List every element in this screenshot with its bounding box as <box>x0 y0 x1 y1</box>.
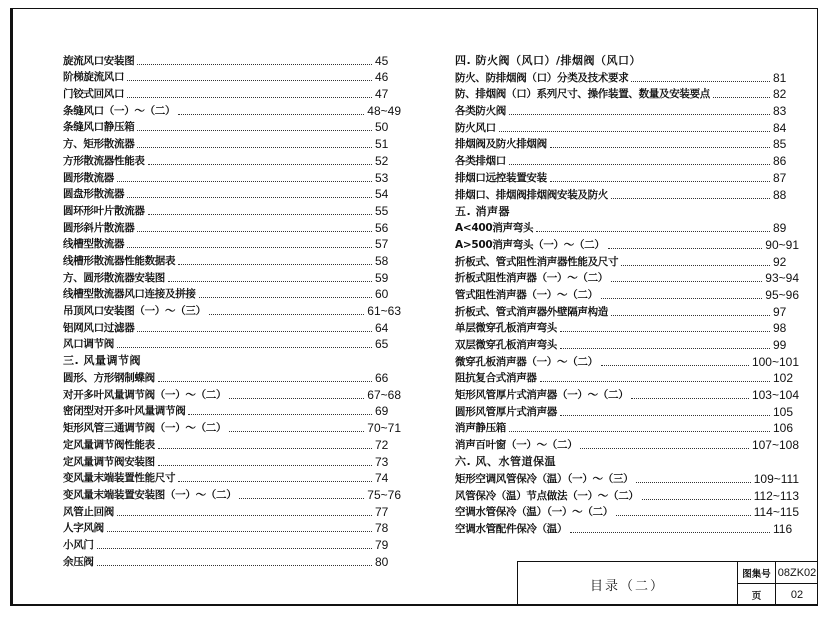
toc-entry-page: 72 <box>375 437 389 452</box>
page-number-value: 02 <box>790 589 804 601</box>
toc-entry-title: 线槽形散流器性能数据表 <box>63 254 176 267</box>
toc-entry-page: 45 <box>375 53 389 68</box>
dot-leader <box>239 497 364 499</box>
toc-entry[interactable] <box>455 369 799 386</box>
toc-entry[interactable] <box>455 101 799 118</box>
toc-entry-title: 阻抗复合式消声器 <box>455 372 537 385</box>
toc-entry[interactable] <box>63 402 401 419</box>
toc-entry-page: 95~96 <box>765 287 799 302</box>
toc-entry-page: 50 <box>375 120 389 135</box>
toc-entry[interactable] <box>63 552 401 569</box>
dot-leader <box>601 297 762 299</box>
toc-entry[interactable] <box>63 535 401 552</box>
toc-entry-page: 89 <box>773 221 787 236</box>
toc-entry-title: 定风量调节阀安装图 <box>63 455 155 468</box>
dot-leader <box>127 79 372 81</box>
toc-entry-title: 圆形散流器 <box>63 171 114 184</box>
toc-entry-page: 102 <box>773 371 794 386</box>
dot-leader <box>601 364 749 366</box>
dot-leader <box>540 380 770 382</box>
toc-entry-page: 73 <box>375 454 389 469</box>
toc-entry-page: 90~91 <box>765 237 799 252</box>
toc-entry[interactable] <box>63 235 401 252</box>
title-block-grid <box>738 562 818 606</box>
toc-entry-title: 单层微穿孔板消声弯头 <box>455 322 557 335</box>
dot-leader <box>229 397 364 399</box>
toc-entry[interactable] <box>455 151 799 168</box>
dot-leader <box>117 346 372 348</box>
dot-leader <box>117 514 372 516</box>
toc-entry[interactable] <box>455 68 799 85</box>
toc-entry[interactable] <box>63 84 401 101</box>
toc-entry[interactable] <box>455 269 799 286</box>
dot-leader <box>137 230 372 232</box>
toc-entry[interactable] <box>455 352 799 369</box>
dot-leader <box>188 413 372 415</box>
dot-leader <box>611 314 770 316</box>
toc-entry-title: 门铰式回风口 <box>63 88 125 101</box>
dot-leader <box>148 213 372 215</box>
toc-entry-title: 排烟口远控装置安装 <box>455 171 547 184</box>
section-heading: 三. 风量调节阀 <box>63 354 142 368</box>
toc-entry-page: 114~115 <box>753 505 799 520</box>
toc-entry-page: 69 <box>375 404 389 419</box>
dot-leader <box>178 113 364 115</box>
toc-entry-page: 52 <box>375 153 389 168</box>
toc-entry[interactable] <box>63 385 401 402</box>
toc-entry-page: 66 <box>375 371 389 386</box>
toc-entry[interactable] <box>63 418 401 435</box>
dot-leader <box>148 163 372 165</box>
toc-entry-page: 58 <box>375 253 389 268</box>
toc-entry-title: 双层微穿孔板消声弯头 <box>455 339 557 351</box>
dot-leader <box>713 96 770 98</box>
toc-entry-page: 65 <box>375 337 389 352</box>
dot-leader <box>127 246 372 248</box>
toc-entry-title: 折板式、管式消声器外壁隔声构造 <box>455 305 608 318</box>
toc-entry[interactable] <box>63 519 401 536</box>
toc-entry[interactable] <box>455 219 799 236</box>
dot-leader <box>580 447 749 449</box>
toc-left-column <box>63 51 401 569</box>
toc-entry-title: 方形散流器性能表 <box>63 154 145 167</box>
dot-leader <box>158 464 372 466</box>
toc-entry-title: 风口调节阀 <box>63 338 114 351</box>
dot-leader <box>509 163 770 165</box>
toc-entry[interactable] <box>455 335 799 352</box>
toc-entry-title: 密闭型对开多叶风量调节阀 <box>63 405 186 418</box>
toc-entry-page: 86 <box>773 154 787 169</box>
toc-entry-title: 圆形斜片散流器 <box>63 221 135 234</box>
toc-entry-title: 圆形风管厚片式消声器 <box>455 405 557 418</box>
toc-entry-title: 风管保冷（温）节点做法（一）～（二） <box>455 489 639 502</box>
dot-leader <box>97 564 372 566</box>
title-block <box>517 561 818 606</box>
toc-entry-page: 85 <box>773 137 787 152</box>
toc-entry-page: 70~71 <box>367 421 401 436</box>
dot-leader <box>137 129 372 131</box>
toc-entry-page: 54 <box>375 187 389 202</box>
toc-entry-page: 77 <box>375 504 389 519</box>
toc-entry[interactable] <box>455 385 799 402</box>
dot-leader <box>560 330 770 332</box>
toc-entry-title: A<400消声弯头 <box>455 222 534 235</box>
toc-entry[interactable] <box>63 435 401 452</box>
toc-entry-page: 64 <box>375 320 389 335</box>
dot-leader <box>560 414 770 416</box>
toc-entry-title: 铝网风口过滤器 <box>63 321 135 334</box>
toc-entry[interactable] <box>63 485 401 502</box>
dot-leader <box>199 296 372 298</box>
toc-entry-title: 变风量末端装置性能尺寸 <box>63 472 176 485</box>
toc-entry[interactable] <box>63 51 401 68</box>
dot-leader <box>621 264 770 266</box>
toc-entry-page: 92 <box>773 254 787 269</box>
toc-entry-title: 余压阀 <box>63 555 94 568</box>
toc-entry[interactable] <box>455 252 799 269</box>
toc-entry-title: 风管止回阀 <box>63 505 114 518</box>
dot-leader <box>611 197 770 199</box>
dot-leader <box>127 196 372 198</box>
dot-leader <box>616 514 751 516</box>
toc-entry-title: A>500消声弯头（一）～（二） <box>455 238 605 251</box>
toc-entry-page: 79 <box>375 537 389 552</box>
toc-entry[interactable] <box>455 302 799 319</box>
toc-entry-page: 84 <box>773 120 787 135</box>
atlas-number-label: 图集号 <box>738 562 776 584</box>
dot-leader <box>117 180 372 182</box>
toc-entry[interactable] <box>63 268 401 285</box>
dot-leader <box>137 63 372 65</box>
toc-entry-title: 折板式阻性消声器（一）～（二） <box>455 272 608 285</box>
toc-entry-page: 78 <box>375 521 389 536</box>
dot-leader <box>137 146 372 148</box>
toc-entry-title: 圆环形叶片散流器 <box>63 204 145 217</box>
toc-entry[interactable] <box>63 168 401 185</box>
toc-entry-title: 变风量末端装置安装图（一）～（二） <box>63 488 237 501</box>
atlas-number-value: 08ZK02 <box>776 562 818 584</box>
section-heading: 四. 防火阀（风口）/排烟阀（风口） <box>455 54 642 67</box>
toc-entry[interactable] <box>63 201 401 218</box>
toc-entry-page: 82 <box>773 87 787 102</box>
toc-entry-title: 旋流风口安装图 <box>63 54 135 67</box>
toc-entry-page: 98 <box>773 321 787 336</box>
toc-entry-title: 防火风口 <box>455 121 496 134</box>
toc-entry[interactable] <box>63 368 401 385</box>
toc-entry-title: 折板式、管式阻性消声器性能及尺寸 <box>455 255 619 268</box>
toc-entry-title: 线槽型散流器风口连接及拼接 <box>63 288 196 301</box>
toc-entry-page: 105 <box>773 404 794 419</box>
dot-leader <box>636 481 750 483</box>
toc-entry-title: 各类排烟口 <box>455 155 506 168</box>
toc-entry[interactable] <box>455 402 799 419</box>
toc-entry-page: 99 <box>773 338 787 352</box>
toc-entry-title: 圆盘形散流器 <box>63 188 125 201</box>
toc-entry-page: 51 <box>375 137 389 152</box>
toc-entry[interactable] <box>63 502 401 519</box>
toc-entry-page: 93~94 <box>765 271 799 286</box>
dot-leader <box>642 498 751 500</box>
toc-entry-title: 排烟口、排烟阀排烟阀安装及防火 <box>455 188 608 201</box>
toc-entry-page: 60 <box>375 287 389 302</box>
dot-leader <box>168 280 372 282</box>
toc-entry-page: 74 <box>375 471 389 486</box>
toc-entry-title: 对开多叶风量调节阀（一）～（二） <box>63 388 227 401</box>
toc-entry-title: 各类防火阀 <box>455 105 506 118</box>
toc-entry[interactable] <box>63 68 401 85</box>
toc-entry[interactable] <box>455 519 799 536</box>
toc-entry-page: 75~76 <box>367 487 401 502</box>
toc-entry-title: 圆形、方形钢制蝶阀 <box>63 372 155 385</box>
toc-entry-page: 67~68 <box>367 387 401 402</box>
dot-leader <box>178 480 372 482</box>
toc-entry-title: 线槽型散流器 <box>63 238 125 251</box>
toc-entry[interactable] <box>455 419 799 436</box>
toc-entry-page: 55 <box>375 203 389 218</box>
toc-entry-title: 空调水管配件保冷（温） <box>455 522 568 535</box>
toc-entry[interactable] <box>63 151 401 168</box>
dot-leader <box>178 263 372 265</box>
toc-entry[interactable] <box>455 285 799 302</box>
toc-entry-title: 矩形风管厚片式消声器（一）～（二） <box>455 389 629 402</box>
toc-entry-title: 防火、防排烟阀（口）分类及技术要求 <box>455 71 629 84</box>
toc-entry-page: 109~111 <box>753 471 799 486</box>
toc-entry-page: 106 <box>773 421 794 436</box>
toc-entry-page: 59 <box>375 270 389 285</box>
toc-entry[interactable] <box>63 218 401 235</box>
toc-entry-title: 人字风阀 <box>63 522 104 535</box>
toc-entry[interactable] <box>63 335 401 352</box>
toc-entry-page: 53 <box>375 170 389 185</box>
dot-leader <box>611 280 762 282</box>
toc-entry[interactable] <box>455 135 799 152</box>
dot-leader <box>570 531 770 533</box>
toc-entry-page: 81 <box>773 70 787 85</box>
toc-entry[interactable] <box>63 185 401 202</box>
dot-leader <box>209 313 364 315</box>
toc-entry-page: 107~108 <box>751 438 799 453</box>
toc-entry-title: 方、矩形散流器 <box>63 138 135 151</box>
dot-leader <box>509 430 770 432</box>
dot-leader <box>509 113 770 115</box>
toc-entry-title: 消声静压箱 <box>455 422 506 435</box>
toc-entry-page: 57 <box>375 237 389 252</box>
toc-entry-page: 103~104 <box>751 388 799 403</box>
toc-right-column <box>455 51 799 536</box>
dot-leader <box>158 447 372 449</box>
toc-entry[interactable] <box>63 452 401 469</box>
dot-leader <box>158 380 372 382</box>
toc-entry[interactable] <box>455 118 799 135</box>
toc-entry[interactable] <box>455 435 799 452</box>
toc-entry[interactable] <box>455 503 799 520</box>
toc-entry-title: 排烟阀及防火排烟阀 <box>455 138 547 151</box>
drawing-sheet <box>10 8 818 606</box>
toc-entry[interactable] <box>455 185 799 202</box>
toc-entry-page: 97 <box>773 304 787 319</box>
toc-entry-title: 空调水管保冷（温）（一）～（二） <box>455 506 613 519</box>
toc-entry[interactable] <box>455 319 799 336</box>
dot-leader <box>631 397 749 399</box>
toc-entry[interactable] <box>455 85 799 102</box>
toc-entry-page: 47 <box>375 87 389 102</box>
toc-entry-page: 48~49 <box>367 103 401 118</box>
dot-leader <box>536 230 770 232</box>
section-heading: 六. 风、水管道保温 <box>455 455 557 469</box>
dot-leader <box>550 180 770 182</box>
toc-entry[interactable] <box>455 486 799 503</box>
toc-entry-title: 方、圆形散流器安装图 <box>63 271 165 284</box>
toc-entry-title: 微穿孔板消声器（一）～（二） <box>455 355 598 368</box>
toc-entry-title: 矩形空调风管保冷（温）（一）～（三） <box>455 472 634 485</box>
toc-entry[interactable] <box>63 285 401 302</box>
toc-entry-page: 100~101 <box>751 354 799 369</box>
toc-entry[interactable] <box>63 134 401 151</box>
toc-entry[interactable] <box>63 101 401 118</box>
toc-entry[interactable] <box>63 318 401 335</box>
section-heading: 五. 消声器 <box>455 204 511 218</box>
dot-leader <box>560 347 770 349</box>
toc-entry[interactable] <box>455 235 799 252</box>
toc-entry[interactable] <box>455 168 799 185</box>
toc-entry-title: 吊顶风口安装图（一）～（三） <box>63 305 206 317</box>
toc-entry[interactable] <box>63 251 401 268</box>
toc-entry-title: 消声百叶窗（一）～（二） <box>455 439 578 452</box>
toc-entry[interactable] <box>63 301 401 318</box>
toc-entry-title: 条缝风口静压箱 <box>63 121 135 134</box>
dot-leader <box>97 547 372 549</box>
dot-leader <box>137 330 372 332</box>
toc-entry-page: 116 <box>773 521 793 536</box>
dot-leader <box>550 146 770 148</box>
toc-entry[interactable] <box>455 469 799 486</box>
dot-leader <box>499 130 770 132</box>
toc-entry-title: 防、排烟阀（口）系列尺寸、操作装置、数量及安装要点 <box>455 88 710 101</box>
dot-leader <box>127 96 372 98</box>
toc-entry-title: 定风量调节阀性能表 <box>63 438 155 451</box>
toc-entry-title: 小风门 <box>63 538 94 551</box>
page-label: 页 <box>738 584 776 606</box>
toc-entry-page: 88 <box>773 187 787 202</box>
toc-entry-title: 管式阻性消声器（一）～（二） <box>455 288 598 301</box>
toc-entry-title: 矩形风管三通调节阀（一）～（二） <box>63 422 227 435</box>
dot-leader <box>608 247 763 249</box>
toc-entry-page: 56 <box>375 220 389 235</box>
toc-entry[interactable] <box>63 469 401 486</box>
toc-entry-page: 83 <box>773 104 787 119</box>
dot-leader <box>631 80 770 82</box>
dot-leader <box>107 530 372 532</box>
toc-entry-page: 61~63 <box>367 304 401 318</box>
toc-entry-page: 46 <box>375 70 389 85</box>
toc-entry-title: 条缝风口（一）～（二） <box>63 104 176 117</box>
toc-entry-page: 112~113 <box>753 488 799 503</box>
toc-entry[interactable] <box>63 118 401 135</box>
title-block-title: 目录（二） <box>518 562 738 606</box>
toc-entry-page: 80 <box>375 554 389 569</box>
dot-leader <box>229 430 364 432</box>
toc-entry-title: 阶梯旋流风口 <box>63 71 125 84</box>
toc-entry-page: 87 <box>773 170 787 185</box>
